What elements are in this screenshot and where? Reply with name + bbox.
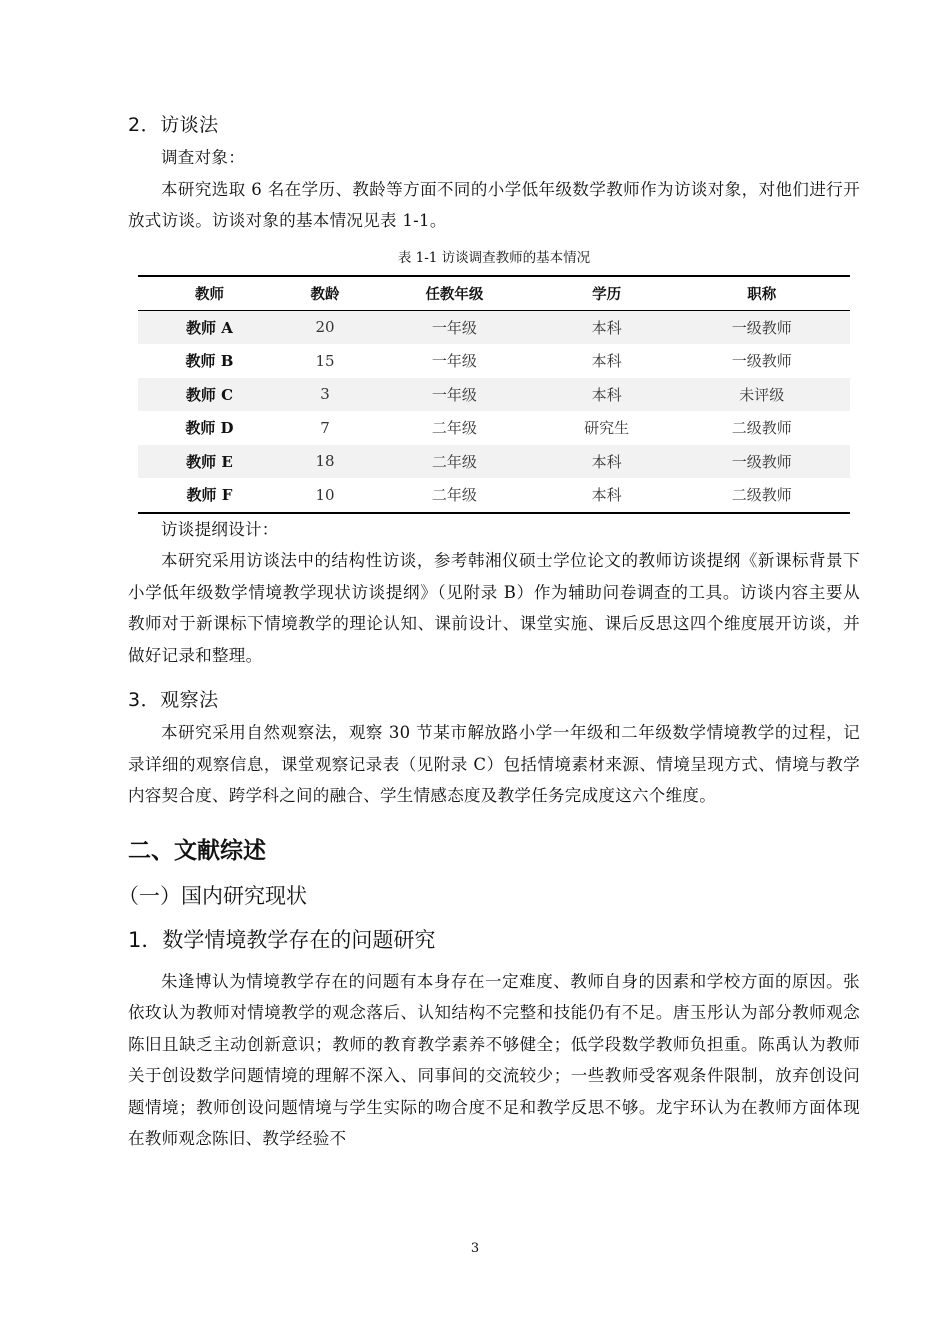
table-cell: 教师 E: [138, 445, 281, 479]
table-cell: 本科: [540, 445, 674, 479]
table-header-row: [138, 276, 850, 311]
table-cell: 本科: [540, 310, 674, 344]
table-header-cell: 教师: [138, 276, 281, 311]
table-cell: 教师 D: [185, 419, 234, 438]
observation-paragraph: 本研究采用自然观察法，观察 30 节某市解放路小学一年级和二年级数学情境教学的过程，记录详细的观察信息，课堂观察记录表（见附录 C）包括情境素材来源、情境呈现方式、情境与教学内容契合度、跨学科之间的融合、学生情感态度及教学任务完成度这六个维度。: [128, 723, 860, 805]
table-row: [138, 378, 850, 412]
table-cell: 二年级: [369, 478, 540, 513]
table-cell: 教师 B: [185, 352, 234, 371]
chapter-heading: 二、文献综述: [128, 837, 266, 864]
table-row: [138, 411, 850, 445]
document-page: [118, 100, 860, 1155]
table-cell: 本科: [591, 352, 622, 371]
table-cell: 一级教师: [674, 310, 850, 344]
outline-paragraph: 本研究采用访谈法中的结构性访谈，参考韩湘仪硕士学位论文的教师访谈提纲《新课标背景下小学低年级数学情境教学现状访谈提纲》（见附录 B）作为辅助问卷调查的工具。访谈内容主要从教师对于新课标下情境教学的理论认知、课前设计、课堂实施、课后反思这四个维度展开访谈，并做好记录和整理。: [128, 551, 860, 665]
literature-paragraph: 朱逢博认为情境教学存在的问题有本身存在一定难度、教师自身的因素和学校方面的原因。张依玫认为教师对情境教学的观念落后、认知结构不完整和技能仍有不足。唐玉彤认为部分教师观念陈旧且缺乏主动创新意识；教师的教育教学素养不够健全；低学段数学教师负担重。陈禹认为教师关于创设数学问题情境的理解不深入、同事间的交流较少；一些教师受客观条件限制，放弃创设问题情境；教师创设问题情境与学生实际的吻合度不足和教学反思不够。龙宇环认为在教师方面体现在教师观念陈旧、教学经验不: [128, 971, 860, 1148]
sub-section-heading: （一）国内研究现状: [118, 883, 307, 908]
table-cell: 本科: [540, 478, 674, 513]
table-cell: 研究生: [584, 419, 630, 438]
table-cell: 一年级: [431, 352, 477, 371]
table-cell: 二级教师: [731, 419, 792, 438]
table-cell: 一年级: [369, 378, 540, 412]
subject-label: 调查对象：: [161, 148, 245, 167]
table-cell: 教师 F: [138, 478, 281, 513]
table-cell: 18: [281, 445, 369, 479]
table-cell: 3: [281, 378, 369, 412]
section-heading-observation: 3．观察法: [128, 689, 219, 711]
table-cell: 本科: [540, 378, 674, 412]
page-number: 3: [470, 1241, 480, 1256]
table-caption: 表 1-1 访谈调查教师的基本情况: [397, 249, 591, 266]
table-cell: 教师 A: [138, 310, 281, 344]
table-cell: 一年级: [369, 310, 540, 344]
outline-label: 访谈提纲设计：: [161, 519, 279, 539]
table-cell: 教师 C: [138, 378, 281, 412]
table-header-cell: 学历: [540, 276, 674, 311]
table-row: [138, 445, 850, 479]
table-cell: 一级教师: [674, 445, 850, 479]
table-cell: 10: [281, 478, 369, 513]
table-cell: 20: [281, 310, 369, 344]
interview-intro-paragraph: 本研究选取 6 名在学历、教龄等方面不同的小学低年级数学教师作为访谈对象，对他们进行开放式访谈。访谈对象的基本情况见表 1-1。: [128, 179, 860, 230]
table-cell: 7: [320, 418, 330, 437]
table-cell: 15: [315, 351, 335, 370]
table-row: [138, 344, 850, 378]
table-cell: 二年级: [369, 445, 540, 479]
topic-heading: 1．数学情境教学存在的问题研究: [128, 927, 436, 952]
table-cell: 二年级: [431, 419, 477, 438]
table-header-cell: 教龄: [281, 276, 369, 311]
table-header-cell: 任教年级: [369, 276, 540, 311]
table-cell: 二级教师: [674, 478, 850, 513]
table-row: [138, 310, 850, 344]
section-heading-interview: 2．访谈法: [128, 114, 219, 136]
table-header-cell: 职称: [674, 276, 850, 311]
table-cell: 一级教师: [731, 352, 792, 371]
table-cell: 未评级: [674, 378, 850, 412]
teacher-info-table: [138, 275, 850, 514]
table-row: [138, 478, 850, 513]
